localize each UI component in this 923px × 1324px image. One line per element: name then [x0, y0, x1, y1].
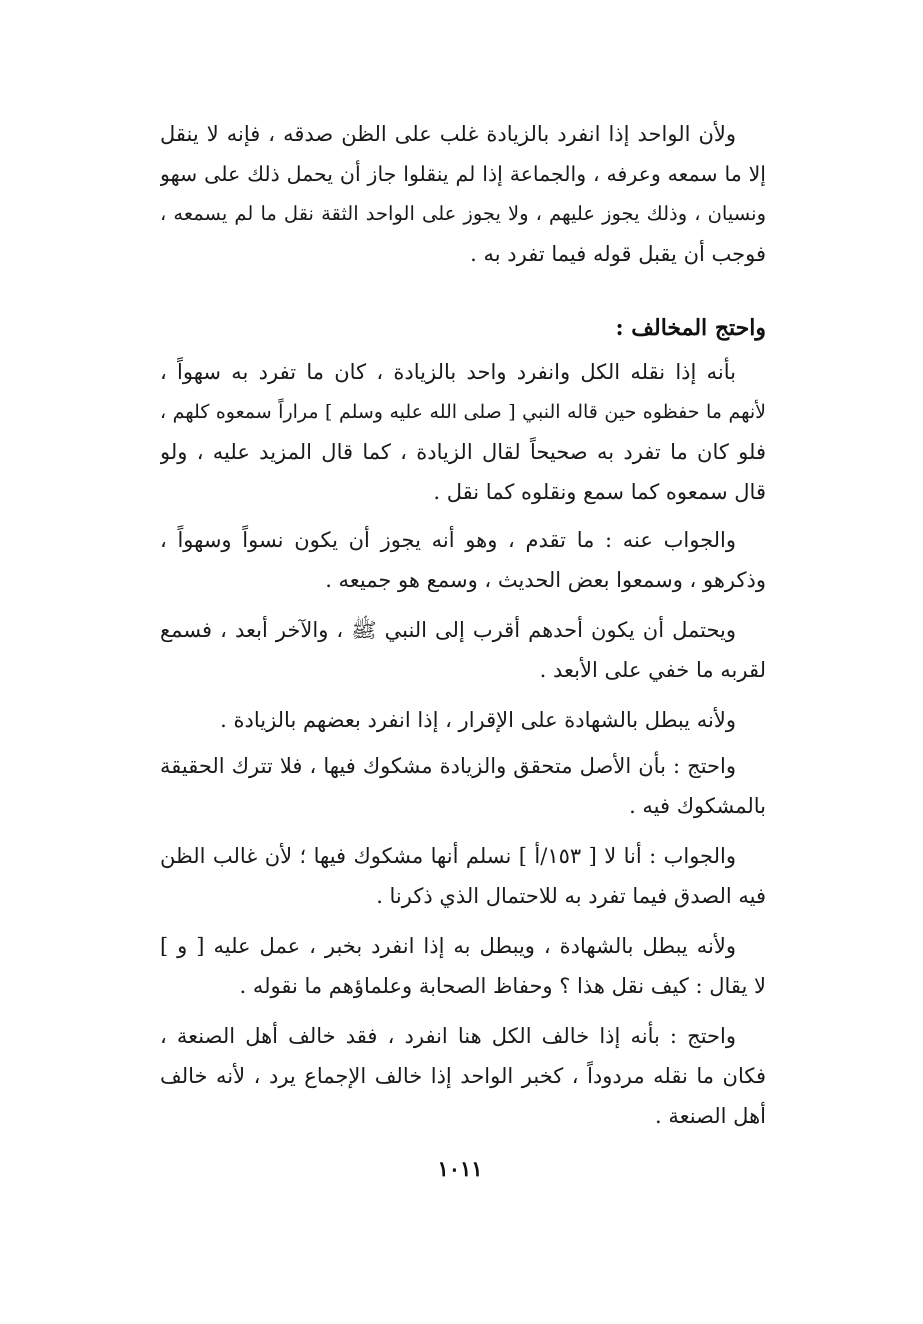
text-line: فيه الصدق فيما تفرد به للاحتمال الذي ذكرنا .: [376, 884, 766, 908]
paragraph-2: [160, 352, 766, 512]
text-line: أهل الصنعة .: [654, 1104, 766, 1128]
text-line: إلا ما سمعه وعرفه ، والجماعة إذا لم ينقلوا جاز أن يحمل ذلك على سهو: [160, 162, 766, 186]
text-line: والجواب : أنا لا [ ١٥٣/أ ] نسلم أنها مشكوك فيها ؛ لأن غالب الظن: [160, 844, 736, 868]
paragraph-3: [160, 520, 766, 600]
paragraph-1: [160, 114, 766, 274]
section-heading: واحتج المخالف :: [615, 315, 766, 341]
text-line: لقربه ما خفي على الأبعد .: [539, 658, 766, 682]
text-line: فوجب أن يقبل قوله فيما تفرد به .: [470, 242, 766, 266]
text-line: لأنهم ما حفظوه حين قاله النبي [ صلى الله عليه وسلم ] مراراً سمعوه كلهم ،: [160, 401, 766, 423]
text-line: واحتج : بأن الأصل متحقق والزيادة مشكوك فيها ، فلا تترك الحقيقة: [160, 754, 736, 778]
text-line: ولأنه يبطل بالشهادة على الإقرار ، إذا انفرد بعضهم بالزيادة .: [220, 708, 736, 732]
paragraph-6: [160, 746, 766, 826]
paragraph-5: [160, 700, 766, 740]
text-line: والجواب عنه : ما تقدم ، وهو أنه يجوز أن يكون نسواً وسهواً ،: [160, 528, 736, 552]
text-line: بالمشكوك فيه .: [629, 794, 766, 818]
paragraph-9: [160, 1016, 766, 1136]
text-line: بأنه إذا نقله الكل وانفرد واحد بالزيادة ، كان ما تفرد به سهواً ،: [160, 360, 736, 384]
text-line: وذكرهو ، وسمعوا بعض الحديث ، وسمع هو جميعه .: [325, 568, 766, 592]
text-line: ولأن الواحد إذا انفرد بالزيادة غلب على الظن صدقه ، فإنه لا ينقل: [160, 122, 736, 146]
text-line: قال سمعوه كما سمع ونقلوه كما نقل .: [433, 480, 766, 504]
text-line: ولأنه يبطل بالشهادة ، ويبطل به إذا انفرد بخبر ، عمل عليه [ و ]: [160, 934, 736, 958]
text-line: لا يقال : كيف نقل هذا ؟ وحفاظ الصحابة وعلماؤهم ما نقوله .: [239, 974, 766, 998]
text-line: ويحتمل أن يكون أحدهم أقرب إلى النبي ﷺ ، والآخر أبعد ، فسمع: [160, 618, 736, 642]
text-line: ونسيان ، وذلك يجوز عليهم ، ولا يجوز على الواحد الثقة نقل ما لم يسمعه ،: [160, 202, 766, 225]
page-number: ١٠١١: [437, 1156, 483, 1181]
text-line: واحتج : بأنه إذا خالف الكل هنا انفرد ، فقد خالف أهل الصنعة ،: [160, 1024, 736, 1048]
paragraph-4: [160, 610, 766, 690]
paragraph-7: [160, 836, 766, 916]
paragraph-8: [160, 926, 766, 1006]
text-line: فلو كان ما تفرد به صحيحاً لقال الزيادة ، كما قال المزيد عليه ، ولو: [160, 440, 766, 464]
text-line: فكان ما نقله مردوداً ، كخبر الواحد إذا خالف الإجماع يرد ، لأنه خالف: [160, 1064, 766, 1088]
